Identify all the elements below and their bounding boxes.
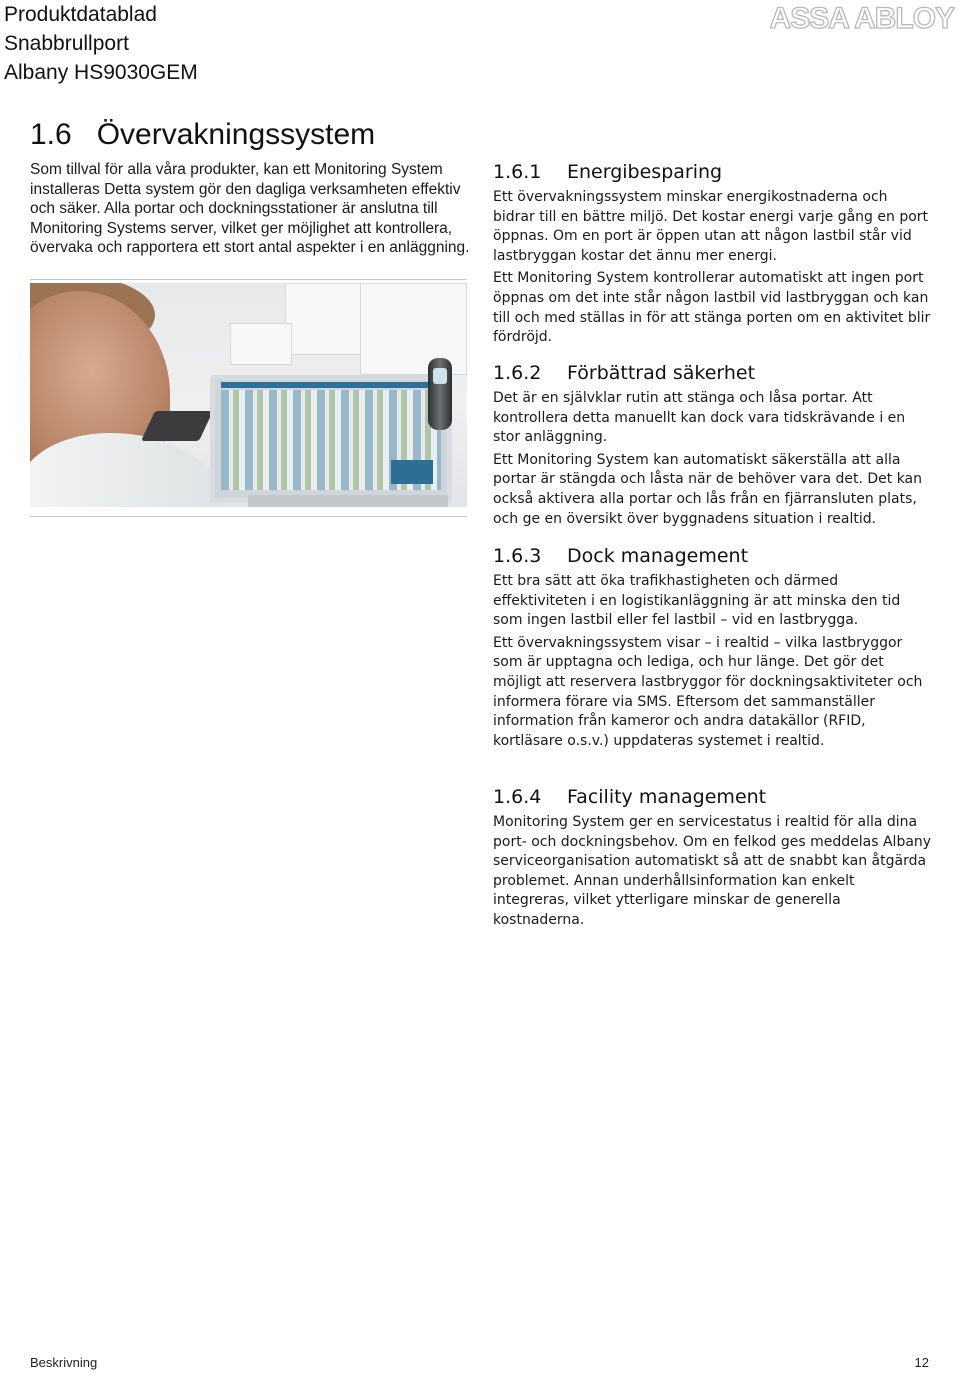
subsection-energibesparing (493, 160, 933, 348)
paragraph: Ett bra sätt att öka trafikhastigheten och därmed effektiviteten i en logistikanläggning är att minska den tid som ingen lastbil eller fel lastbil – vid en lastbrygga. (493, 573, 901, 629)
subsection-dock-management (493, 544, 933, 751)
document-header (4, 0, 198, 87)
subsection-heading: 1.6.3 Dock management (493, 545, 749, 567)
image-bottom-rule (30, 516, 467, 517)
doc-type: Produktdatablad (4, 3, 157, 26)
assa-abloy-logo: ASSA ABLOY (769, 2, 954, 35)
subsection-forbattrad-sakerhet (493, 361, 933, 529)
image-top-rule (30, 279, 467, 280)
laptop-icon (210, 375, 452, 503)
subsection-heading: 1.6.4 Facility management (493, 786, 767, 808)
paragraph: Det är en självklar rutin att stänga och låsa portar. Att kontrollera detta manuellt kan dock vara tidskrävande i en stor anläggning. (493, 390, 906, 446)
paragraph: Ett övervakningssystem visar – i realtid – vilka lastbryggor som är upptagna och lediga, och hur länge. Det gör det möjligt att reservera lastbryggor för dockningsaktiviteter och informera förare via SMS. Eftersom det sammanställer information från kameror och andra datakällor (RFID, kortläsare o.s.v.) uppdateras systemet i realtid. (493, 634, 923, 749)
paragraph: Ett Monitoring System kontrollerar automatiskt att ingen port öppnas om det inte står någon lastbil vid lastbryggan och kan till och med ställas in för att stänga porten om en aktivitet blir fördröjd. (493, 270, 931, 346)
subsection-heading: 1.6.1 Energibesparing (493, 161, 723, 183)
product-model: Albany HS9030GEM (4, 61, 198, 84)
paragraph: Ett övervakningssystem minskar energikostnaderna och bidrar till en bättre miljö. Det kostar energi varje gång en port öppnas. Om en port är öppen utan att någon lastbil står vid lastbryggan kostar det ännu mer energi. (493, 189, 929, 264)
calculator-icon (141, 411, 213, 441)
subsection-facility-management (493, 785, 933, 931)
monitoring-photo (30, 283, 467, 507)
footer-section-label: Beskrivning (30, 1355, 98, 1370)
page-number: 12 (914, 1355, 929, 1370)
section-title: 1.6 Övervakningssystem (30, 118, 376, 151)
paragraph: Ett Monitoring System kan automatiskt säkerställa att alla portar är stängda och låsta när de behöver vara det. Det kan också aktivera alla portar och lås från en fjärransluten plats, och ge en översikt över byggnadens situation i realtid. (493, 451, 923, 527)
section-intro: Som tillval för alla våra produkter, kan ett Monitoring System installeras Detta system gör den dagliga verksamheten effektiv och säker. Alla portar och dockningsstationer är anslutna till Monitoring Systems server, vilket ger möjlighet att kontrollera, övervaka och rapportera ett stort antal aspekter i en anläggning. (30, 161, 470, 256)
subsection-heading: 1.6.2 Förbättrad säkerhet (493, 362, 756, 384)
product-family: Snabbrullport (4, 32, 129, 55)
phone-icon (428, 358, 452, 430)
paragraph: Monitoring System ger en servicestatus i realtid för alla dina port- och dockningsbehov. Om en felkod ges meddelas Albany serviceorganisation automatiskt så att de snabbt kan åtgärda problemet. Annan underhållsinformation kan enkelt integreras, vilket ytterligare minskar de generella kostnaderna. (493, 814, 932, 928)
